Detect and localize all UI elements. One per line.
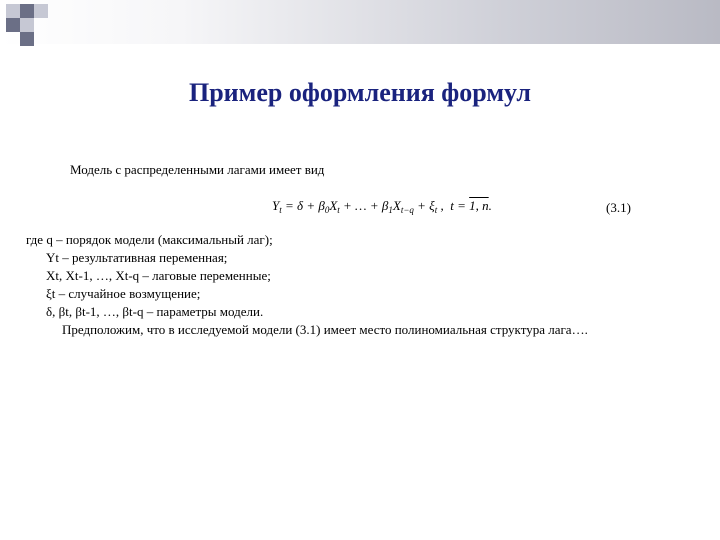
closing-text: Предположим, что в исследуемой модели (3.1) имеет место полиномиальная структура лага…. <box>62 322 588 337</box>
definition-params: δ, βt, βt-1, …, βt-q – параметры модели. <box>46 304 264 319</box>
distributed-lag-formula: $Y_t = \delta + \beta_0X_t$ + … + $\beta_1X_{t-q} + \xi_t$ , t = 1, n. <box>272 198 492 215</box>
definition-xi: ξt – случайное возмущение; <box>46 286 201 301</box>
slide-title: Пример оформления формул <box>189 78 531 107</box>
definition-x: Xt, Xt-1, …, Xt-q – лаговые переменные; <box>46 268 271 283</box>
definition-y: Yt – результативная переменная; <box>46 250 228 265</box>
intro-text: Модель с распределенными лагами имеет вид <box>70 162 325 177</box>
header-band <box>0 0 720 44</box>
definition-q: где q – порядок модели (максимальный лаг); <box>26 232 273 247</box>
equation-number: (3.1) <box>606 200 631 215</box>
